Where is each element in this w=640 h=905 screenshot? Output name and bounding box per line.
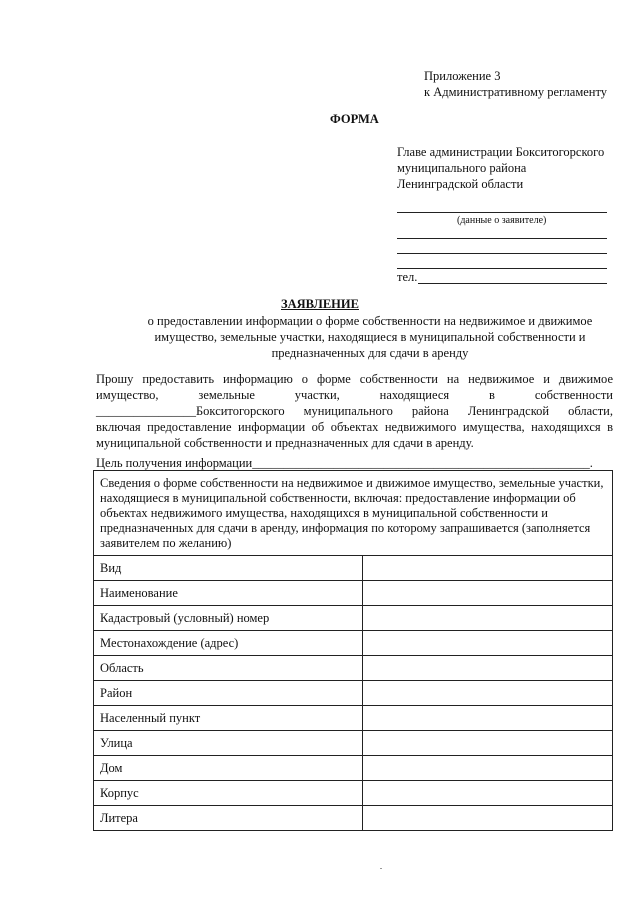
applicant-data-line-2[interactable]	[397, 238, 607, 239]
form-title: ФОРМА	[330, 112, 379, 126]
addressee-line-2: муниципального района	[397, 161, 527, 175]
row-label: Корпус	[94, 781, 363, 806]
row-label: Область	[94, 656, 363, 681]
request-line-1: Прошу предоставить информацию о форме собственности на недвижимое и движимое	[96, 372, 613, 386]
purpose-end: .	[589, 456, 593, 470]
request-line-3	[96, 403, 613, 419]
table-row	[94, 606, 613, 631]
row-value-cell[interactable]	[363, 556, 613, 581]
row-label: Дом	[94, 756, 363, 781]
table-row	[94, 581, 613, 606]
tel-field-line[interactable]	[418, 283, 607, 284]
row-label: Район	[94, 681, 363, 706]
row-value-cell[interactable]	[363, 656, 613, 681]
request-paragraph	[96, 371, 613, 451]
row-label: Кадастровый (условный) номер	[94, 606, 363, 631]
subtitle-line-1: о предоставлении информации о форме собственности на недвижимое и движимое	[147, 314, 593, 328]
addressee-line-1: Главе администрации Бокситогорского	[397, 145, 605, 159]
row-value-cell[interactable]	[363, 756, 613, 781]
table-row	[94, 556, 613, 581]
table-header-row	[94, 471, 613, 556]
row-value-cell[interactable]	[363, 781, 613, 806]
purpose-row	[96, 456, 593, 471]
municipality-blank[interactable]: ________________	[96, 404, 196, 418]
purpose-label: Цель получения информации	[96, 456, 253, 470]
row-value-cell[interactable]	[363, 681, 613, 706]
table-row	[94, 806, 613, 831]
row-value-cell[interactable]	[363, 706, 613, 731]
addressee-block	[397, 144, 604, 192]
applicant-data-line-3[interactable]	[397, 253, 607, 254]
document-title: ЗАЯВЛЕНИЕ	[281, 297, 359, 311]
table-row	[94, 756, 613, 781]
appendix-line-1: Приложение 3	[424, 69, 501, 83]
table-row	[94, 781, 613, 806]
row-value-cell[interactable]	[363, 806, 613, 831]
request-line-3-text: Бокситогорского муниципального района Ленинградской области,	[196, 404, 613, 418]
subtitle-line-3: предназначенных для сдачи в аренду	[271, 346, 469, 360]
row-value-cell[interactable]	[363, 631, 613, 656]
scan-speck	[380, 868, 382, 869]
addressee-line-3: Ленинградской области	[397, 177, 524, 191]
row-label: Улица	[94, 731, 363, 756]
row-label: Местонахождение (адрес)	[94, 631, 363, 656]
applicant-data-line-4[interactable]	[397, 268, 607, 269]
row-value-cell[interactable]	[363, 581, 613, 606]
tel-label: тел.	[397, 270, 418, 284]
table-row	[94, 631, 613, 656]
request-line-2: имущество, земельные участки, находящиеся в собственности	[96, 388, 613, 402]
table-row	[94, 731, 613, 756]
row-label: Населенный пункт	[94, 706, 363, 731]
table-row	[94, 681, 613, 706]
row-label: Наименование	[94, 581, 363, 606]
appendix-note	[424, 68, 607, 100]
document-subtitle	[130, 313, 610, 361]
purpose-field[interactable]: ______________________________________________________	[252, 456, 590, 470]
appendix-line-2: к Административному регламенту	[424, 85, 608, 99]
subtitle-line-2: имущество, земельные участки, находящиеся в муниципальной собственности и	[154, 330, 586, 344]
row-label: Литера	[94, 806, 363, 831]
row-value-cell[interactable]	[363, 731, 613, 756]
request-line-4: включая предоставление информации об объектах недвижимого имущества, находящихся в	[96, 420, 613, 434]
row-label: Вид	[94, 556, 363, 581]
table-row	[94, 656, 613, 681]
table-header-cell: Сведения о форме собственности на недвижимое и движимое имущество, земельные участки, находящиеся в муниципальной собственности, включая: предоставление информации об объектах недвижимого имущества, находящихся в муниципальной собственности и предназначенных для сдачи в аренду, информация по которому запрашивается (заполняется заявителем по желанию)	[94, 471, 613, 556]
row-value-cell[interactable]	[363, 606, 613, 631]
applicant-data-line-1[interactable]	[397, 212, 607, 213]
table-row	[94, 706, 613, 731]
request-line-5: муниципальной собственности и предназначенных для сдачи в аренду.	[96, 436, 474, 450]
property-info-table	[93, 470, 613, 831]
applicant-hint: (данные о заявителе)	[457, 215, 547, 226]
